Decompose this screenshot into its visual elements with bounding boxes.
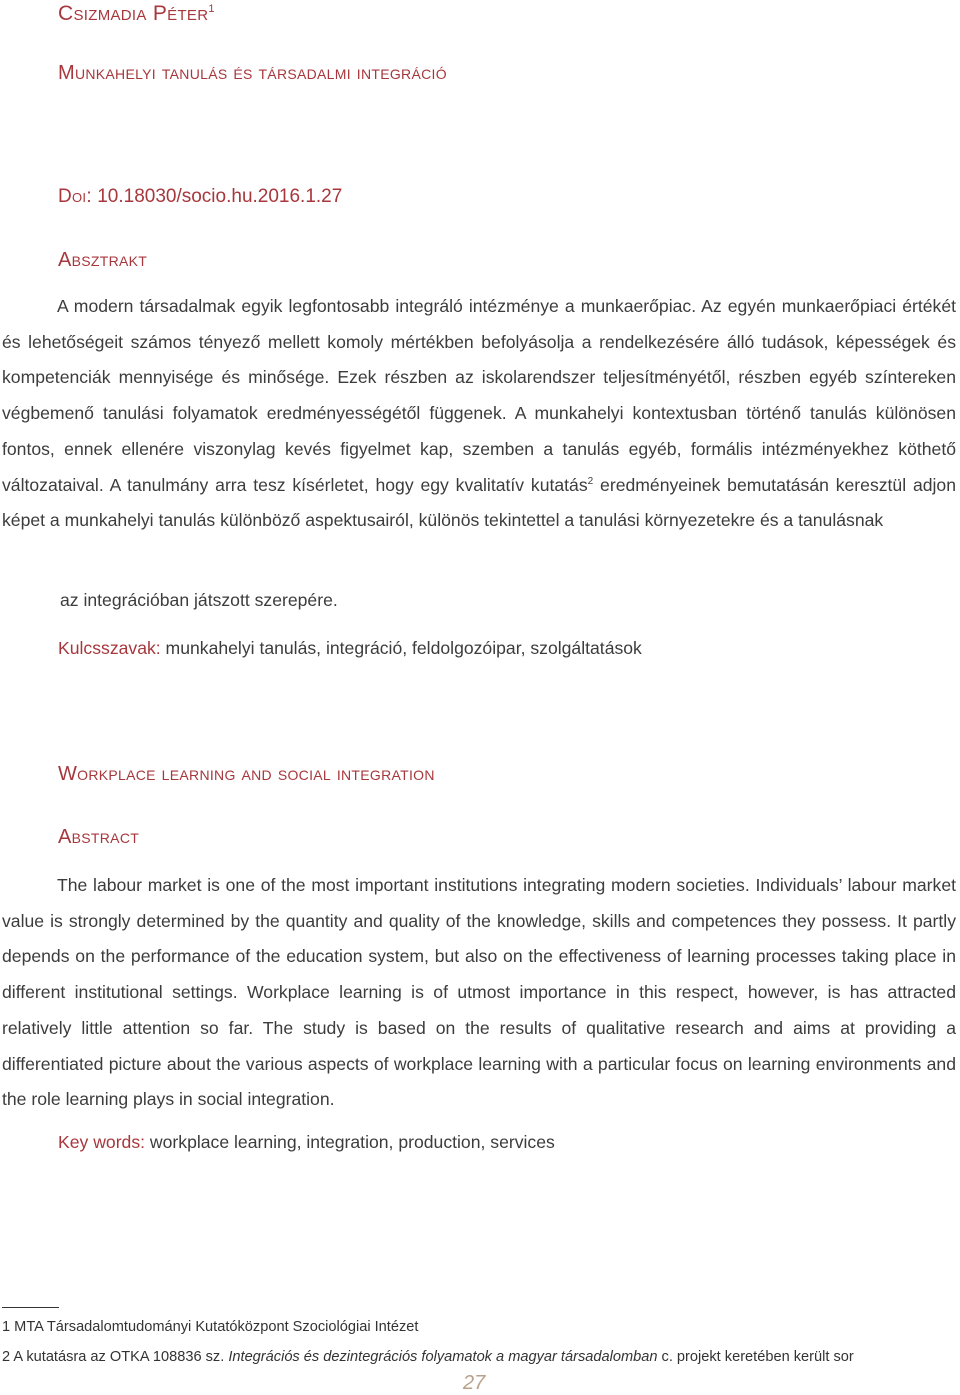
keywords-label-hu: Kulcsszavak: bbox=[58, 638, 161, 658]
keywords-value-hu: munkahelyi tanulás, integráció, feldolgozóipar, szolgáltatások bbox=[160, 638, 642, 658]
keywords-value-en: workplace learning, integration, production, services bbox=[145, 1132, 555, 1152]
article-title-en: Workplace learning and social integration bbox=[58, 763, 435, 785]
abstract-tail-hu: az integrációban játszott szerepére. bbox=[60, 590, 338, 610]
doi-line bbox=[58, 186, 342, 208]
doi-label: Doi: bbox=[58, 186, 92, 207]
abstract-body-hu bbox=[2, 289, 956, 539]
keywords-label-en: Key words: bbox=[58, 1132, 146, 1152]
abstract-text-en: The labour market is one of the most important institutions integrating modern societies. Individuals’ labour market value is strongly determined by the quantity and quality of the knowledge, skills and competences they possess. It partly depends on the performance of the education system, but also on the effectiveness of learning processes taking place in different institutional settings. Workplace learning is of utmost importance in this respect, however, is has attracted relatively little attention so far. The study is based on the results of qualitative research and aims at providing a differentiated picture about the various aspects of workplace learning with a particular focus on learning environments and the role learning plays in social integration. bbox=[2, 875, 956, 1110]
article-title-hu: Munkahelyi tanulás és társadalmi integráció bbox=[58, 62, 447, 84]
footnote-marker-2: 2 bbox=[587, 475, 594, 487]
abstract-body-en bbox=[2, 868, 956, 1118]
author-footnote-marker: 1 bbox=[208, 3, 215, 15]
abstract-text-hu-part1: A modern társadalmak egyik legfontosabb integráló intézménye a munkaerőpiac. Az egyén munkaerőpiaci értékét és lehetőségeit számos tényező mellett komoly mértékben befolyásolja a rendelkezésére álló tudások, képességek és kompetenciák mennyisége és minősége. Ezek részben az iskolarendszer teljesítményétől, részben egyéb színtereken végbemenő tanulási folyamatok eredményességétől függenek. A munkahelyi kontextusban történő tanulás különösen fontos, ennek ellenére viszonylag kevés figyelmet kap, szemben a tanulás egyéb, formális intézményekhez köthető változataival. A tanulmány arra tesz kísérletet, hogy egy kvalitatív kutatás bbox=[2, 296, 956, 495]
footnote-1: 1 MTA Társadalomtudományi Kutatóközpont Szociológiai Intézet bbox=[2, 1319, 419, 1335]
keywords-hu bbox=[58, 638, 642, 659]
footnote-2-text-a: 2 A kutatásra az OTKA 108836 sz. bbox=[2, 1349, 229, 1365]
abstract-heading-en: Abstract bbox=[58, 826, 140, 848]
page-number: 27 bbox=[463, 1372, 486, 1394]
doi-value: 10.18030/socio.hu.2016.1.27 bbox=[91, 186, 343, 207]
keywords-en bbox=[58, 1132, 555, 1153]
author-text: Csizmadia Péter bbox=[58, 2, 209, 25]
footnote-2-text-b: c. projekt keretében került sor bbox=[657, 1349, 854, 1365]
footnote-2 bbox=[2, 1349, 854, 1365]
abstract-heading-hu: Absztrakt bbox=[58, 249, 148, 271]
author-name bbox=[58, 2, 215, 26]
footnote-divider bbox=[2, 1307, 59, 1308]
abstract-text-hu-part2: eredményeinek bemutatásán keresztül adjon képet a munkahelyi tanulás különböző aspektusairól, különös tekintettel a tanulási környezetekre és a tanulásnak bbox=[2, 474, 957, 531]
footnote-2-project-title: Integrációs és dezintegrációs folyamatok a magyar társadalomban bbox=[228, 1349, 658, 1365]
